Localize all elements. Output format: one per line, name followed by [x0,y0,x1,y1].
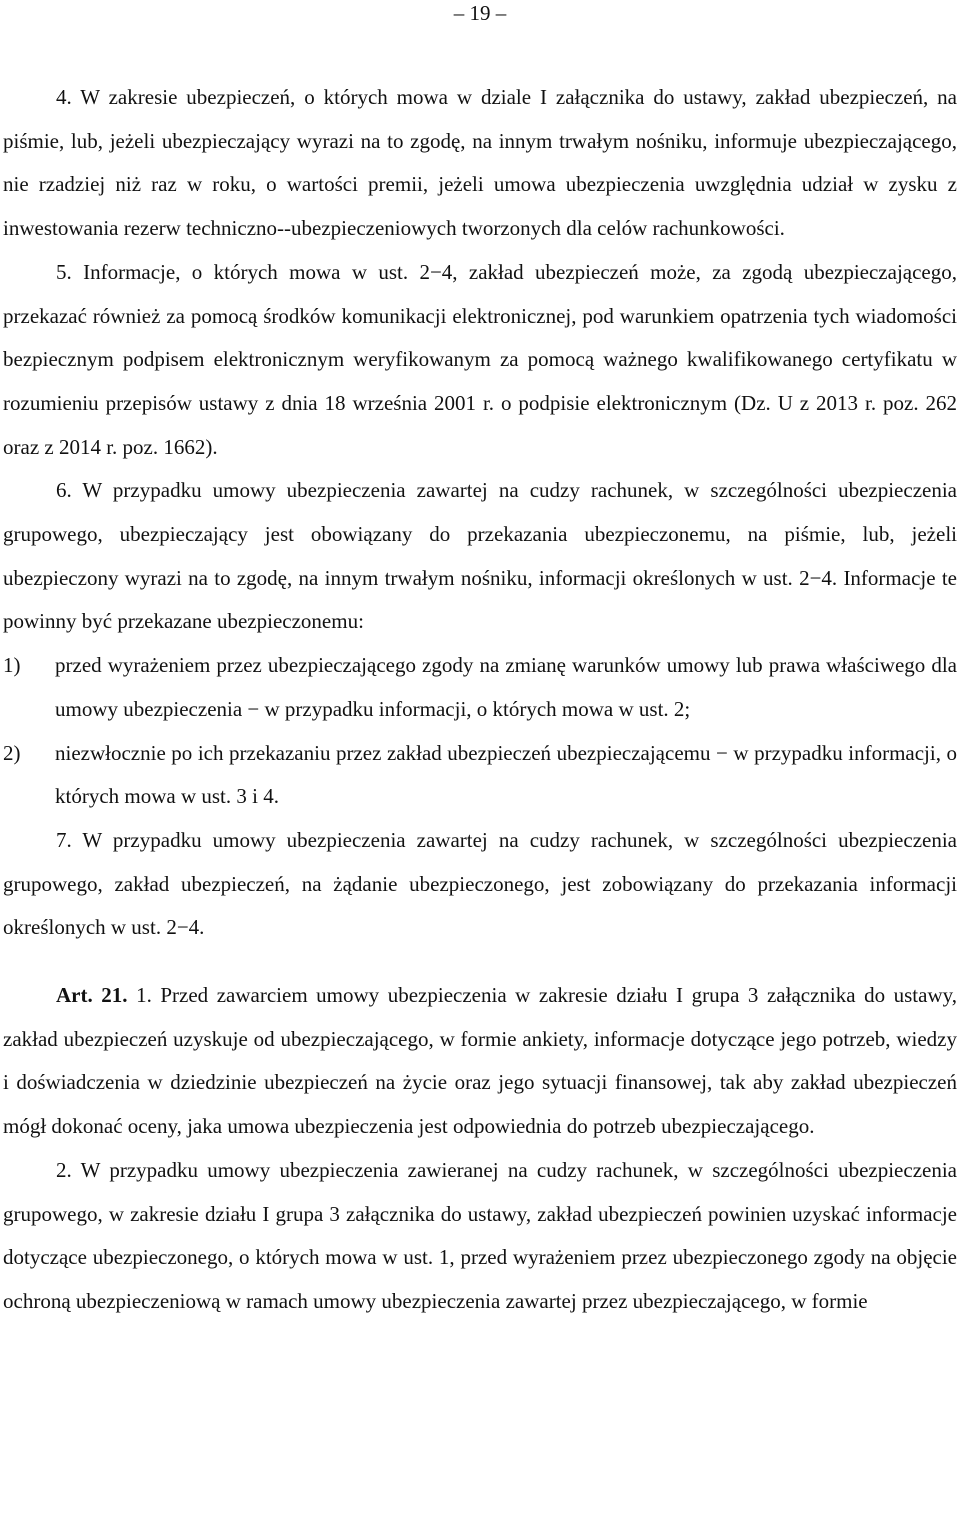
list-item-2 [3,732,957,819]
paragraph-5: 5. Informacje, o których mowa w ust. 2−4, zakład ubezpieczeń może, za zgodą ubezpieczającego, przekazać również za pomocą środków komunikacji elektronicznej, pod warunkiem opatrzenia tych wiadomości bezpiecznym podpisem elektronicznym weryfikowanym za pomocą ważnego kwalifikowanego certyfikatu w rozumieniu przepisów ustawy z dnia 18 września 2001 r. o podpisie elektronicznym (Dz. U z 2013 r. poz. 262 oraz z 2014 r. poz. 1662). [3,259,957,459]
document-body [3,76,957,1324]
list-item-1 [3,644,957,731]
paragraph-4: 4. W zakresie ubezpieczeń, o których mowa w dziale I załącznika do ustawy, zakład ubezpieczeń, na piśmie, lub, jeżeli ubezpieczający wyrazi na to zgodę, na innym trwałym nośniku, informuje ubezpieczającego, nie rzadziej niż raz w roku, o wartości premii, jeżeli umowa ubezpieczenia uwzględnia udział w zysku z inwestowania rezerw techniczno--ubezpieczeniowych tworzonych dla celów rachunkowości. [3,85,957,241]
list-item-number: 2) [3,740,21,765]
article-21-paragraph-2: 2. W przypadku umowy ubezpieczenia zawieranej na cudzy rachunek, w szczególności ubezpieczenia grupowego, w zakresie działu I grupa 3 załącznika do ustawy, zakład ubezpieczeń powinien uzyskać informacje dotyczące ubezpieczonego, o których mowa w ust. 1, przed wyrażeniem przez ubezpieczonego zgody na objęcie ochroną ubezpieczeniową w ramach umowy ubezpieczenia zawartej przez ubezpieczającego, w formie [3,1157,957,1313]
article-21-paragraph-1 [3,974,957,1149]
article-label: Art. 21. [56,983,128,1008]
paragraph-7: 7. W przypadku umowy ubezpieczenia zawartej na cudzy rachunek, w szczególności ubezpieczenia grupowego, zakład ubezpieczeń, na żądanie ubezpieczonego, jest zobowiązany do przekazania informacji określonych w ust. 2−4. [3,827,957,940]
article-paragraph-1-text: 1. Przed zawarciem umowy ubezpieczenia w zakresie działu I grupa 3 załącznika do ustawy, zakład ubezpieczeń uzyskuje od ubezpieczającego, w formie ankiety, informacje dotyczące jego potrzeb, wiedzy i doświadczenia w dziedzinie ubezpieczeń na życie oraz jego sytuacji finansowej, tak aby zakład ubezpieczeń mógł dokonać oceny, jaka umowa ubezpieczenia jest odpowiednia do potrzeb ubezpieczającego. [3,983,958,1139]
list-item-number: 1) [3,653,21,678]
list-item-text: niezwłocznie po ich przekazaniu przez zakład ubezpieczeń ubezpieczającemu − w przypadku informacji, o których mowa w ust. 3 i 4. [55,740,957,809]
page-number: – 19 – [453,1,507,25]
paragraph-6: 6. W przypadku umowy ubezpieczenia zawartej na cudzy rachunek, w szczególności ubezpieczenia grupowego, ubezpieczający jest obowiązany do przekazania ubezpieczonemu, na piśmie, lub, jeżeli ubezpieczony wyrazi na to zgodę, na innym trwałym nośniku, informacji określonych w ust. 2−4. Informacje te powinny być przekazane ubezpieczonemu: [3,478,957,634]
list-item-text: przed wyrażeniem przez ubezpieczającego zgody na zmianę warunków umowy lub prawa właściwego dla umowy ubezpieczenia − w przypadku informacji, o których mowa w ust. 2; [55,653,957,721]
